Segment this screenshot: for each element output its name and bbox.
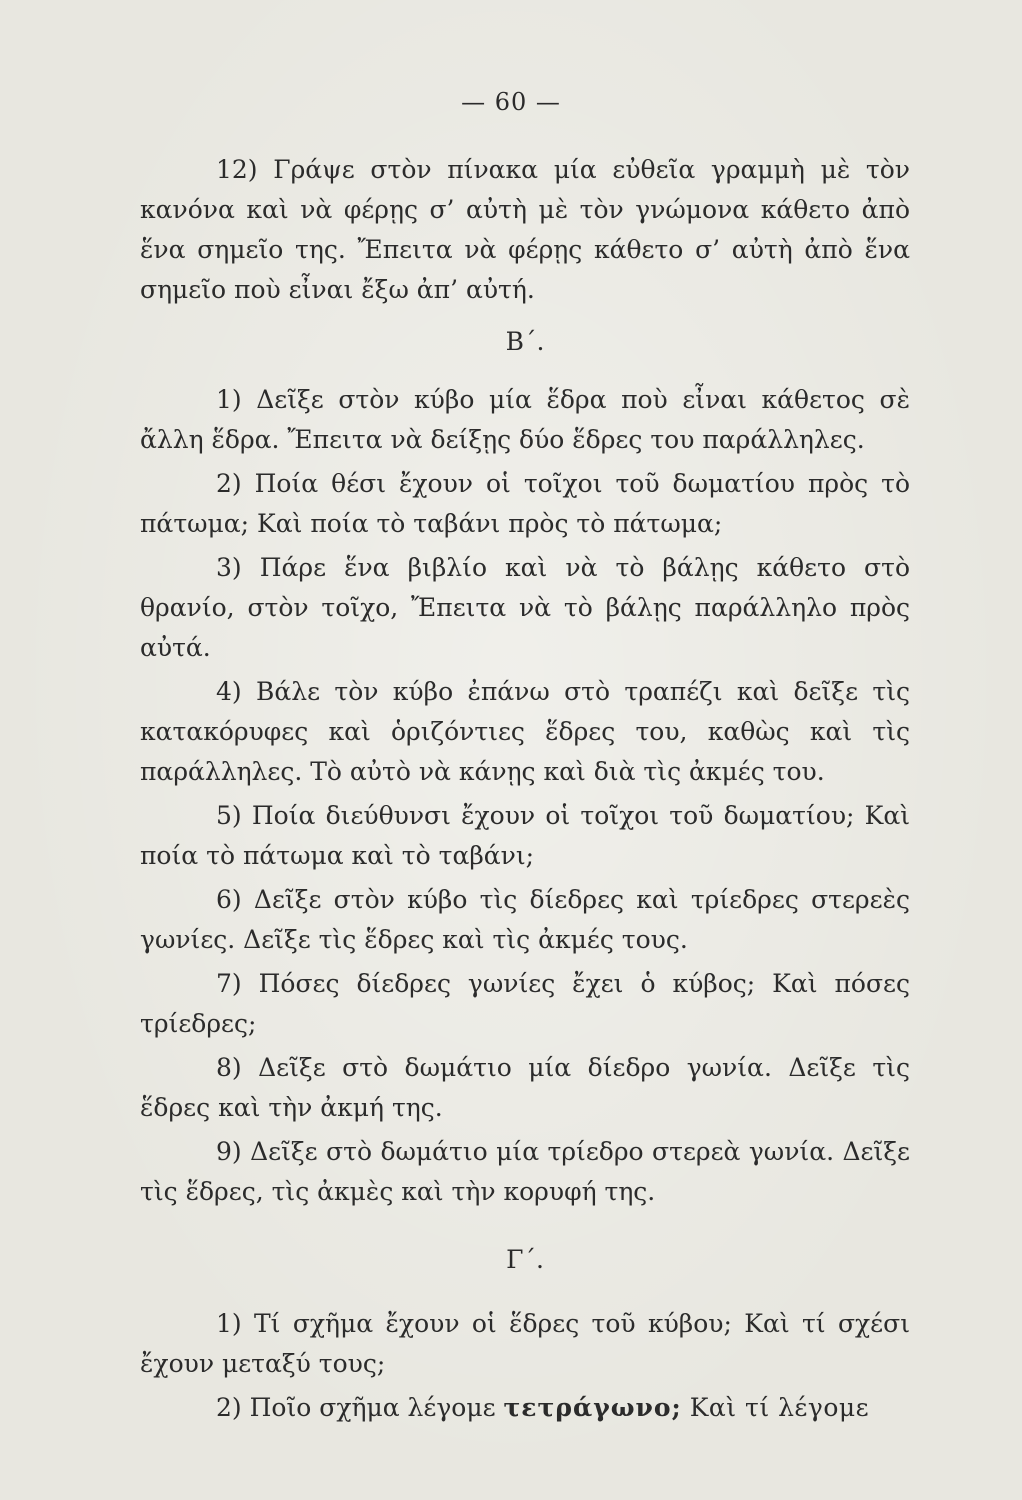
exercise-b-7: 7) Πόσες δίεδρες γωνίες ἔχει ὁ κύβος; Καὶ πόσες τρίεδρες;	[140, 969, 910, 1038]
exercise-c-2-end: Καὶ τί λέγομε	[689, 1393, 870, 1422]
section-heading-b: Β΄.	[505, 327, 545, 356]
exercise-c-2-start: 2) Ποῖο σχῆμα λέγομε	[216, 1393, 496, 1422]
exercise-12: 12) Γράψε στὸν πίνακα μία εὐθεῖα γραμμὴ μὲ τὸν κανόνα καὶ νὰ φέρῃς σ’ αὐτὴ μὲ τὸν γνώμονα κάθετο ἀπὸ ἕνα σημεῖο της. Ἔπειτα νὰ φέρῃς κάθετο σ’ αὐτὴ ἀπὸ ἕνα σημεῖο ποὺ εἶναι ἔξω ἀπ’ αὐτή.	[140, 155, 910, 304]
exercise-b-4: 4) Βάλε τὸν κύβο ἐπάνω στὸ τραπέζι καὶ δεῖξε τὶς κατακόρυφες καὶ ὁριζόντιες ἕδρες του, καθὼς καὶ τὶς παράλληλες. Τὸ αὐτὸ νὰ κάνῃς καὶ διὰ τὶς ἀκμές του.	[140, 677, 910, 786]
exercise-b-6: 6) Δεῖξε στὸν κύβο τὶς δίεδρες καὶ τρίεδρες στερεὲς γωνίες. Δεῖξε τὶς ἕδρες καὶ τὶς ἀκμές τους.	[140, 885, 910, 954]
page-content	[140, 150, 910, 1432]
exercise-c-2	[140, 1388, 910, 1428]
section-heading-c: Γ΄.	[506, 1245, 544, 1274]
exercise-b-1: 1) Δεῖξε στὸν κύβο μία ἕδρα ποὺ εἶναι κάθετος σὲ ἄλλη ἕδρα. Ἔπειτα νὰ δείξῃς δύο ἕδρες του παράλληλες.	[140, 385, 910, 454]
exercise-b-9: 9) Δεῖξε στὸ δωμάτιο μία τρίεδρο στερεὰ γωνία. Δεῖξε τὶς ἕδρες, τὶς ἀκμὲς καὶ τὴν κορυφή της.	[140, 1137, 910, 1206]
exercise-c-1: 1) Τί σχῆμα ἔχουν οἱ ἕδρες τοῦ κύβου; Καὶ τί σχέσι ἔχουν μεταξύ τους;	[140, 1309, 910, 1378]
exercise-b-2: 2) Ποία θέσι ἔχουν οἱ τοῖχοι τοῦ δωματίου πρὸς τὸ πάτωμα; Καὶ ποία τὸ ταβάνι πρὸς τὸ πάτωμα;	[140, 469, 910, 538]
page-number: — 60 —	[461, 88, 561, 116]
exercise-b-5: 5) Ποία διεύθυνσι ἔχουν οἱ τοῖχοι τοῦ δωματίου; Καὶ ποία τὸ πάτωμα καὶ τὸ ταβάνι;	[140, 801, 910, 870]
exercise-b-3: 3) Πάρε ἕνα βιβλίο καὶ νὰ τὸ βάλῃς κάθετο στὸ θρανίο, στὸν τοῖχο, Ἔπειτα νὰ τὸ βάλῃς παράλληλο πρὸς αὐτά.	[140, 553, 910, 662]
exercise-b-8: 8) Δεῖξε στὸ δωμάτιο μία δίεδρο γωνία. Δεῖξε τὶς ἕδρες καὶ τὴν ἀκμή της.	[140, 1053, 910, 1122]
exercise-c-2-term: τετράγωνο;	[503, 1393, 682, 1422]
